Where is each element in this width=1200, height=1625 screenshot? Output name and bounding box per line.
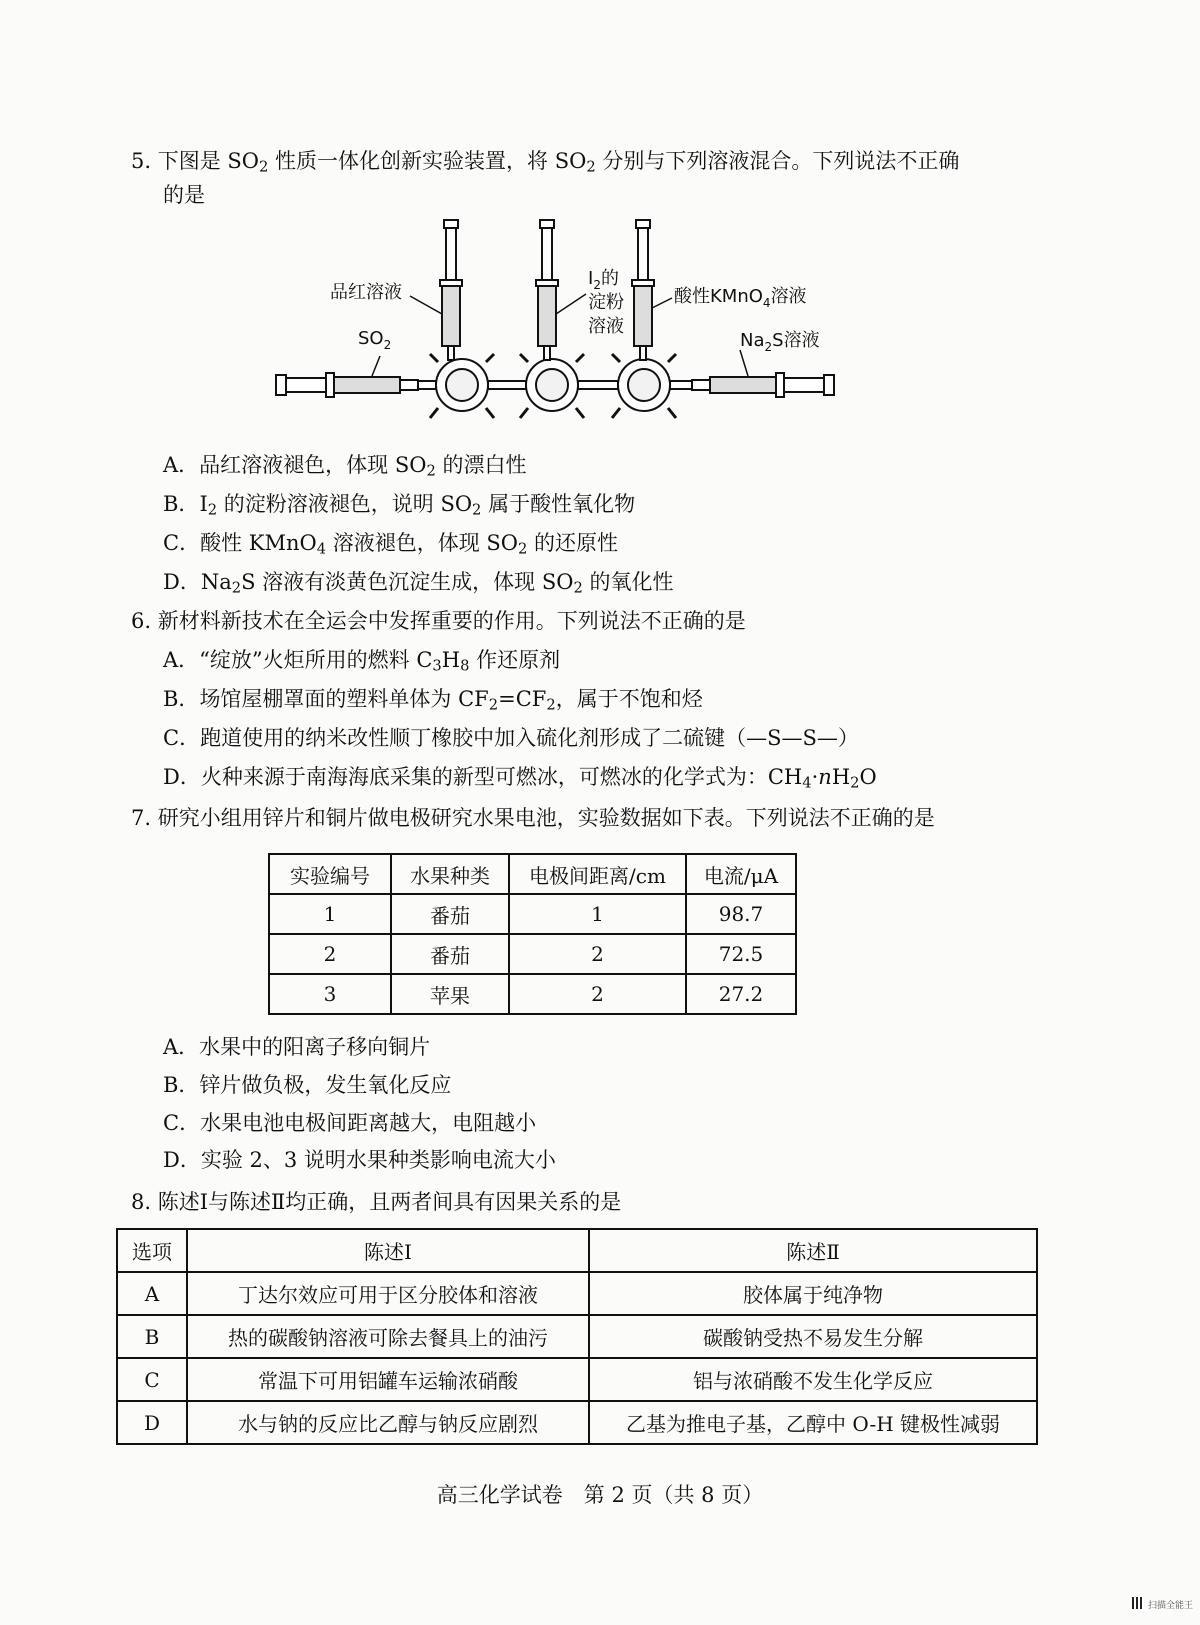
statement-table <box>116 1228 1038 1445</box>
table-cell: 水与钠的反应比乙醇与钠反应剧烈 <box>187 1401 589 1444</box>
q6-option-c: C．跑道使用的纳米改性顺丁橡胶中加入硫化剂形成了二硫键（—S—S—） <box>163 726 859 750</box>
table-cell: D <box>117 1401 187 1444</box>
table-cell: 苹果 <box>391 974 509 1014</box>
q7-option-d: D．实验 2、3 说明水果种类影响电流大小 <box>163 1148 556 1172</box>
scanner-watermark: 扫描全能王 <box>1148 1601 1194 1611</box>
table-header: 实验编号 <box>269 854 391 894</box>
q5-option-c: C．酸性 KMnO$_4$ 溶液褪色，体现 $SO_2$ 的还原性 <box>163 531 619 558</box>
table-header: 陈述Ⅰ <box>187 1229 589 1272</box>
table-cell: 2 <box>509 974 686 1014</box>
table-cell: 铝与浓硝酸不发生化学反应 <box>589 1358 1037 1401</box>
q6-option-b: B．场馆屋棚罩面的塑料单体为 $CF_2=CF_2$，属于不饱和烃 <box>163 687 703 714</box>
q5-option-d: D．$Na_2S$ 溶液有淡黄色沉淀生成，体现 $SO_2$ 的氧化性 <box>163 570 674 597</box>
table-header: 选项 <box>117 1229 187 1272</box>
table-header: 陈述Ⅱ <box>589 1229 1037 1272</box>
table-cell: C <box>117 1358 187 1401</box>
q7-option-a: A．水果中的阳离子移向铜片 <box>163 1035 431 1059</box>
table-row <box>117 1401 1037 1444</box>
qr-code-icon <box>1132 1597 1144 1609</box>
label-kmno4: 酸性KMnO$_4$溶液 <box>674 286 807 310</box>
table-cell: 常温下可用铝罐车运输浓硝酸 <box>187 1358 589 1401</box>
table-row <box>269 934 796 974</box>
table-cell: 98.7 <box>686 894 796 934</box>
label-dianfen: 淀粉 <box>588 292 624 313</box>
table-header: 电极间距离/cm <box>509 854 686 894</box>
label-so2: $SO_2$ <box>358 328 392 352</box>
table-cell: B <box>117 1315 187 1358</box>
table-cell: 72.5 <box>686 934 796 974</box>
q5-stem-line2: 的是 <box>163 183 205 207</box>
q7-option-c: C．水果电池电极间距离越大，电阻越小 <box>163 1111 537 1135</box>
q5-option-a: A．品红溶液褪色，体现 $SO_2$ 的漂白性 <box>163 453 527 480</box>
table-cell: 3 <box>269 974 391 1014</box>
label-pinhong: 品红溶液 <box>330 282 402 303</box>
table-row <box>117 1272 1037 1315</box>
fruit-battery-table <box>268 853 797 1015</box>
q6-option-a: A．“绽放”火炬所用的燃料 $C_3H_8$ 作还原剂 <box>163 648 561 675</box>
table-cell: 2 <box>269 934 391 974</box>
table-cell: 1 <box>509 894 686 934</box>
q7-option-b: B．锌片做负极，发生氧化反应 <box>163 1073 452 1097</box>
table-row <box>269 974 796 1014</box>
label-i2: $I_2$的 <box>588 268 619 292</box>
table-cell: 27.2 <box>686 974 796 1014</box>
table-cell: 胶体属于纯净物 <box>589 1272 1037 1315</box>
table-cell: 1 <box>269 894 391 934</box>
so2-apparatus-diagram <box>270 218 880 433</box>
table-cell: A <box>117 1272 187 1315</box>
table-cell: 乙基为推电子基，乙醇中 O-H 键极性减弱 <box>589 1401 1037 1444</box>
q5-option-b: B．$I_2$ 的淀粉溶液褪色，说明 $SO_2$ 属于酸性氧化物 <box>163 492 636 519</box>
table-cell: 热的碳酸钠溶液可除去餐具上的油污 <box>187 1315 589 1358</box>
table-cell: 番茄 <box>391 934 509 974</box>
table-header: 水果种类 <box>391 854 509 894</box>
table-header: 电流/μA <box>686 854 796 894</box>
table-row <box>269 894 796 934</box>
q5-stem: 5. 下图是 $SO_2$ 性质一体化创新实验装置，将 $SO_2$ 分别与下列溶液混合。下列说法不正确 <box>131 149 960 176</box>
table-cell: 番茄 <box>391 894 509 934</box>
q8-stem: 8. 陈述Ⅰ与陈述Ⅱ均正确，且两者间具有因果关系的是 <box>131 1190 622 1214</box>
page-footer: 高三化学试卷 第 2 页（共 8 页） <box>436 1483 764 1507</box>
label-na2s: $Na_2S$溶液 <box>740 330 820 354</box>
table-row <box>117 1315 1037 1358</box>
q6-stem: 6. 新材料新技术在全运会中发挥重要的作用。下列说法不正确的是 <box>131 609 746 633</box>
q7-stem: 7. 研究小组用锌片和铜片做电极研究水果电池，实验数据如下表。下列说法不正确的是 <box>131 806 935 830</box>
table-row <box>117 1358 1037 1401</box>
label-rongye: 溶液 <box>588 316 624 337</box>
table-cell: 丁达尔效应可用于区分胶体和溶液 <box>187 1272 589 1315</box>
table-cell: 2 <box>509 934 686 974</box>
q6-option-d: D．火种来源于南海海底采集的新型可燃冰，可燃冰的化学式为：$CH_4\cdot nH_2O$ <box>163 765 877 792</box>
table-header-row <box>269 854 796 894</box>
table-cell: 碳酸钠受热不易发生分解 <box>589 1315 1037 1358</box>
table-header-row <box>117 1229 1037 1272</box>
